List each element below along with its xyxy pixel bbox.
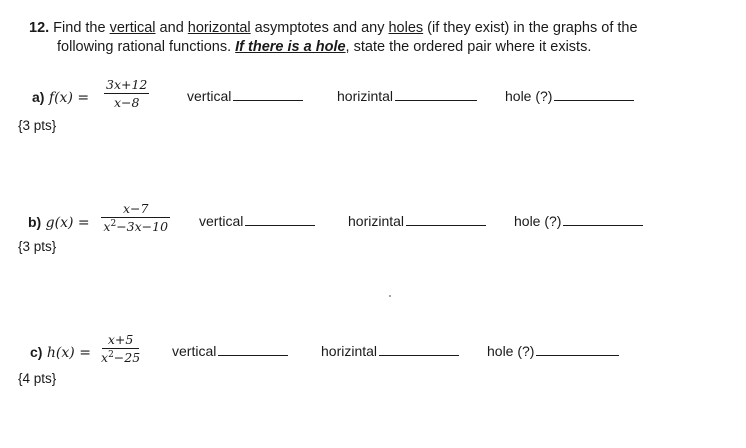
part-c-fraction (101, 332, 140, 365)
part-a-hole-field (505, 87, 634, 104)
part-b-hole-field (514, 212, 643, 229)
part-b-points: {3 pts} (18, 239, 57, 254)
part-b-vertical-field (199, 212, 315, 229)
part-a-label (32, 89, 89, 106)
part-a-fraction (104, 77, 149, 110)
part-a-hole-blank[interactable] (554, 87, 634, 101)
part-c-horizontal-field (321, 342, 459, 359)
part-b-den-exponent: 2 (110, 219, 117, 229)
part-a-numerator: 3x+12 (106, 77, 148, 92)
prompt-text-3: asymptotes and any (250, 20, 389, 36)
emphasis-hole: If there is a hole (235, 39, 346, 55)
scan-speck (389, 295, 391, 297)
part-c-vertical-label: vertical (172, 343, 217, 359)
prompt-text-1: Find the (53, 20, 110, 36)
prompt-text-4: (if they exist) in the graphs of the (423, 20, 638, 36)
part-c-numerator: x+5 (102, 332, 139, 349)
part-b-function: g(x) = (45, 215, 90, 231)
prompt-text-6: , state the ordered pair where it exists. (345, 39, 592, 55)
part-a-points: {3 pts} (18, 118, 57, 133)
part-a-vertical-field (187, 87, 303, 104)
part-c-hole-blank[interactable] (536, 342, 619, 356)
part-a-function: f(x) = (48, 90, 90, 106)
part-c-function: h(x) = (46, 345, 91, 361)
part-c-vertical-field (172, 342, 288, 359)
part-b-horizontal-field (348, 212, 486, 229)
part-a-denominator: x−8 (113, 95, 140, 110)
part-a-horizontal-label: horizintal (337, 88, 394, 104)
prompt-text-2: and (155, 20, 188, 36)
part-b-horizontal-blank[interactable] (406, 212, 486, 226)
word-horizontal: horizontal (187, 20, 251, 36)
question-number: 12. (29, 20, 50, 36)
part-c-points: {4 pts} (18, 371, 57, 386)
part-c-horizontal-blank[interactable] (379, 342, 459, 356)
part-c-hole-label: hole (?) (487, 343, 535, 359)
part-c-letter: c) (30, 344, 43, 360)
part-b-hole-label: hole (?) (514, 213, 562, 229)
prompt-text-5: following rational functions. (57, 39, 236, 55)
part-b-vertical-blank[interactable] (245, 212, 315, 226)
part-b-vertical-label: vertical (199, 213, 244, 229)
part-c-horizontal-label: horizintal (321, 343, 378, 359)
part-b-horizontal-label: horizintal (348, 213, 405, 229)
part-b-hole-blank[interactable] (563, 212, 643, 226)
part-b-denominator (103, 218, 168, 234)
word-holes: holes (388, 20, 424, 36)
part-b-den-rest: −3x−10 (116, 219, 169, 235)
part-a-hole-label: hole (?) (505, 88, 553, 104)
part-c-label (30, 344, 91, 361)
word-vertical: vertical (109, 20, 156, 36)
part-a-horizontal-field (337, 87, 477, 104)
part-a-vertical-blank[interactable] (233, 87, 303, 101)
part-c-den-base: x (101, 350, 109, 366)
part-c-denominator (101, 349, 140, 365)
part-b-label (28, 214, 90, 231)
question-prompt (29, 19, 729, 57)
part-b-numerator: x−7 (101, 201, 170, 218)
part-b-letter: b) (28, 214, 42, 230)
part-a-horizontal-blank[interactable] (395, 87, 477, 101)
part-c-hole-field (487, 342, 619, 359)
part-a-vertical-label: vertical (187, 88, 232, 104)
part-c-den-rest: −25 (113, 350, 141, 366)
part-c-den-exponent: 2 (108, 350, 114, 360)
part-c-vertical-blank[interactable] (218, 342, 288, 356)
part-b-fraction (101, 201, 170, 234)
part-b-den-base: x (103, 219, 111, 235)
part-a-letter: a) (32, 89, 45, 105)
